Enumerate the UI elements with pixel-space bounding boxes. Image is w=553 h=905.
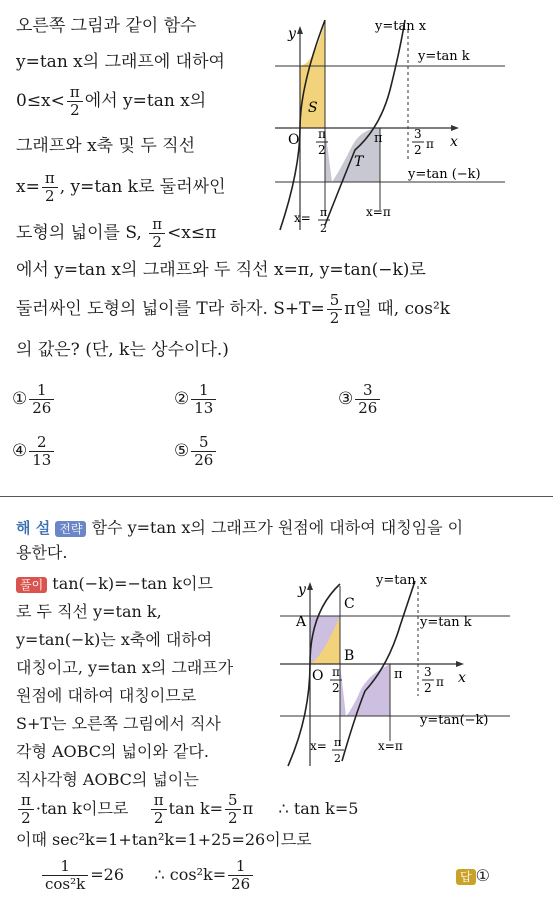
svg-text:y=tan k: y=tan k bbox=[420, 615, 472, 630]
svg-text:3: 3 bbox=[414, 127, 422, 141]
tan-graph-solution bbox=[270, 566, 550, 771]
answer-tag: 답 bbox=[456, 869, 476, 885]
svg-text:x: x bbox=[458, 670, 466, 686]
svg-text:π: π bbox=[394, 667, 403, 682]
svg-text:2: 2 bbox=[334, 752, 341, 765]
tan-graph-problem bbox=[270, 10, 550, 240]
svg-text:2: 2 bbox=[424, 681, 432, 695]
solution-line-8: 직사각형 AOBC의 넓이는 bbox=[16, 770, 199, 789]
svg-text:2: 2 bbox=[320, 222, 327, 235]
svg-text:π: π bbox=[436, 675, 444, 689]
choice-1[interactable]: ① $\frac{1}{26}$ bbox=[12, 382, 56, 417]
svg-text:y=tan k: y=tan k bbox=[418, 49, 470, 64]
svg-text:A: A bbox=[296, 614, 307, 630]
choice-3[interactable]: ③ $\frac{3}{26}$ bbox=[338, 382, 382, 417]
choice-2[interactable]: ② $\frac{1}{13}$ bbox=[174, 382, 218, 417]
problem-line-4: 그래프와 x축 및 두 직선 bbox=[16, 136, 196, 156]
problem-line-3: 0≤x< $\frac{\pi}{2}$ 에서 y=tan x의 bbox=[16, 83, 207, 119]
svg-text:y: y bbox=[288, 26, 296, 42]
svg-text:T: T bbox=[354, 154, 364, 170]
problem-line-2: y=tan x의 그래프에 대하여 bbox=[16, 52, 225, 72]
solution-line-5: 원점에 대하여 대칭이므로 bbox=[16, 686, 197, 705]
svg-text:x=π: x=π bbox=[366, 205, 391, 219]
fraction-pi-over-2: $\frac{\pi}{2}$ bbox=[67, 84, 83, 119]
answer: 답 ① bbox=[456, 866, 490, 886]
fraction-pi-over-2: $\frac{\pi}{2}$ bbox=[149, 216, 165, 251]
svg-text:π: π bbox=[332, 665, 340, 679]
svg-text:2: 2 bbox=[318, 143, 326, 157]
svg-text:π: π bbox=[320, 206, 328, 219]
svg-text:y=tan(−k): y=tan(−k) bbox=[420, 713, 489, 728]
fraction-pi-over-2: $\frac{\pi}{2}$ bbox=[42, 170, 58, 205]
solution-line-6: S+T는 오른쪽 그림에서 직사 bbox=[16, 714, 221, 733]
solution-line-11: $\frac{1}{\text{cos²k}}$ =26 ∴ cos²k= $\frac{1}{26}$ bbox=[40, 858, 255, 893]
solution-tag: 풀이 bbox=[16, 577, 47, 593]
problem-line-6: 도형의 넓이를 S, $\frac{\pi}{2}$ <x≤π bbox=[16, 215, 217, 251]
problem-line-1: 오른쪽 그림과 같이 함수 bbox=[16, 16, 197, 36]
svg-text:x: x bbox=[450, 134, 458, 150]
section-divider bbox=[0, 496, 553, 497]
solution-line-4: 대칭이고, y=tan x의 그래프가 bbox=[16, 658, 234, 677]
svg-text:x=: x= bbox=[310, 739, 327, 753]
problem-line-7: 에서 y=tan x의 그래프와 두 직선 x=π, y=tan(−k)로 bbox=[16, 260, 426, 280]
strategy-tag: 전략 bbox=[55, 521, 86, 537]
svg-text:O: O bbox=[312, 668, 324, 684]
svg-text:π: π bbox=[374, 131, 383, 146]
problem-line-9: 의 값은? (단, k는 상수이다.) bbox=[16, 340, 229, 360]
svg-text:y=tan x: y=tan x bbox=[375, 19, 427, 34]
svg-text:B: B bbox=[344, 648, 355, 664]
solution-strategy-2: 용한다. bbox=[16, 543, 68, 562]
svg-text:O: O bbox=[288, 132, 300, 148]
svg-text:2: 2 bbox=[332, 681, 340, 695]
solution-line-2: 로 두 직선 y=tan k, bbox=[16, 602, 162, 621]
svg-text:y=tan (−k): y=tan (−k) bbox=[408, 167, 481, 182]
svg-text:y: y bbox=[298, 582, 306, 598]
svg-text:π: π bbox=[426, 137, 434, 151]
solution-line-3: y=tan(−k)는 x축에 대하여 bbox=[16, 630, 213, 649]
svg-text:π: π bbox=[334, 736, 342, 749]
svg-text:S: S bbox=[308, 100, 318, 116]
solution-line-10: 이때 sec²k=1+tan²k=1+25=26이므로 bbox=[16, 830, 312, 849]
svg-text:2: 2 bbox=[414, 143, 422, 157]
svg-text:y=tan x: y=tan x bbox=[376, 573, 428, 588]
svg-text:x=π: x=π bbox=[378, 739, 403, 753]
svg-text:C: C bbox=[344, 596, 355, 612]
solution-line-1: 풀이 tan(−k)=−tan k이므 bbox=[16, 574, 213, 594]
fraction-5-over-2: $\frac{5}{2}$ bbox=[327, 292, 343, 327]
solution-line-7: 각형 AOBC의 넓이와 같다. bbox=[16, 742, 209, 761]
svg-text:3: 3 bbox=[424, 665, 432, 679]
svg-text:x=: x= bbox=[294, 211, 311, 225]
problem-line-8: 둘러싸인 도형의 넓이를 T라 하자. S+T= $\frac{5}{2}$ π일 때, cos²k bbox=[16, 291, 451, 327]
choice-4[interactable]: ④ $\frac{2}{13}$ bbox=[12, 434, 56, 469]
svg-text:π: π bbox=[318, 127, 326, 141]
solution-strategy: 해 설 전략 함수 y=tan x의 그래프가 원점에 대하여 대칭임을 이 bbox=[16, 518, 464, 537]
solution-line-9: $\frac{\pi}{2}$ ·tan k이므로 $\frac{\pi}{2}$ tan k= $\frac{5}{2}$ π ∴ tan k=5 bbox=[16, 792, 358, 827]
choice-5[interactable]: ⑤ $\frac{5}{26}$ bbox=[174, 434, 218, 469]
problem-line-5: x= $\frac{\pi}{2}$ , y=tan k로 둘러싸인 bbox=[16, 169, 226, 205]
